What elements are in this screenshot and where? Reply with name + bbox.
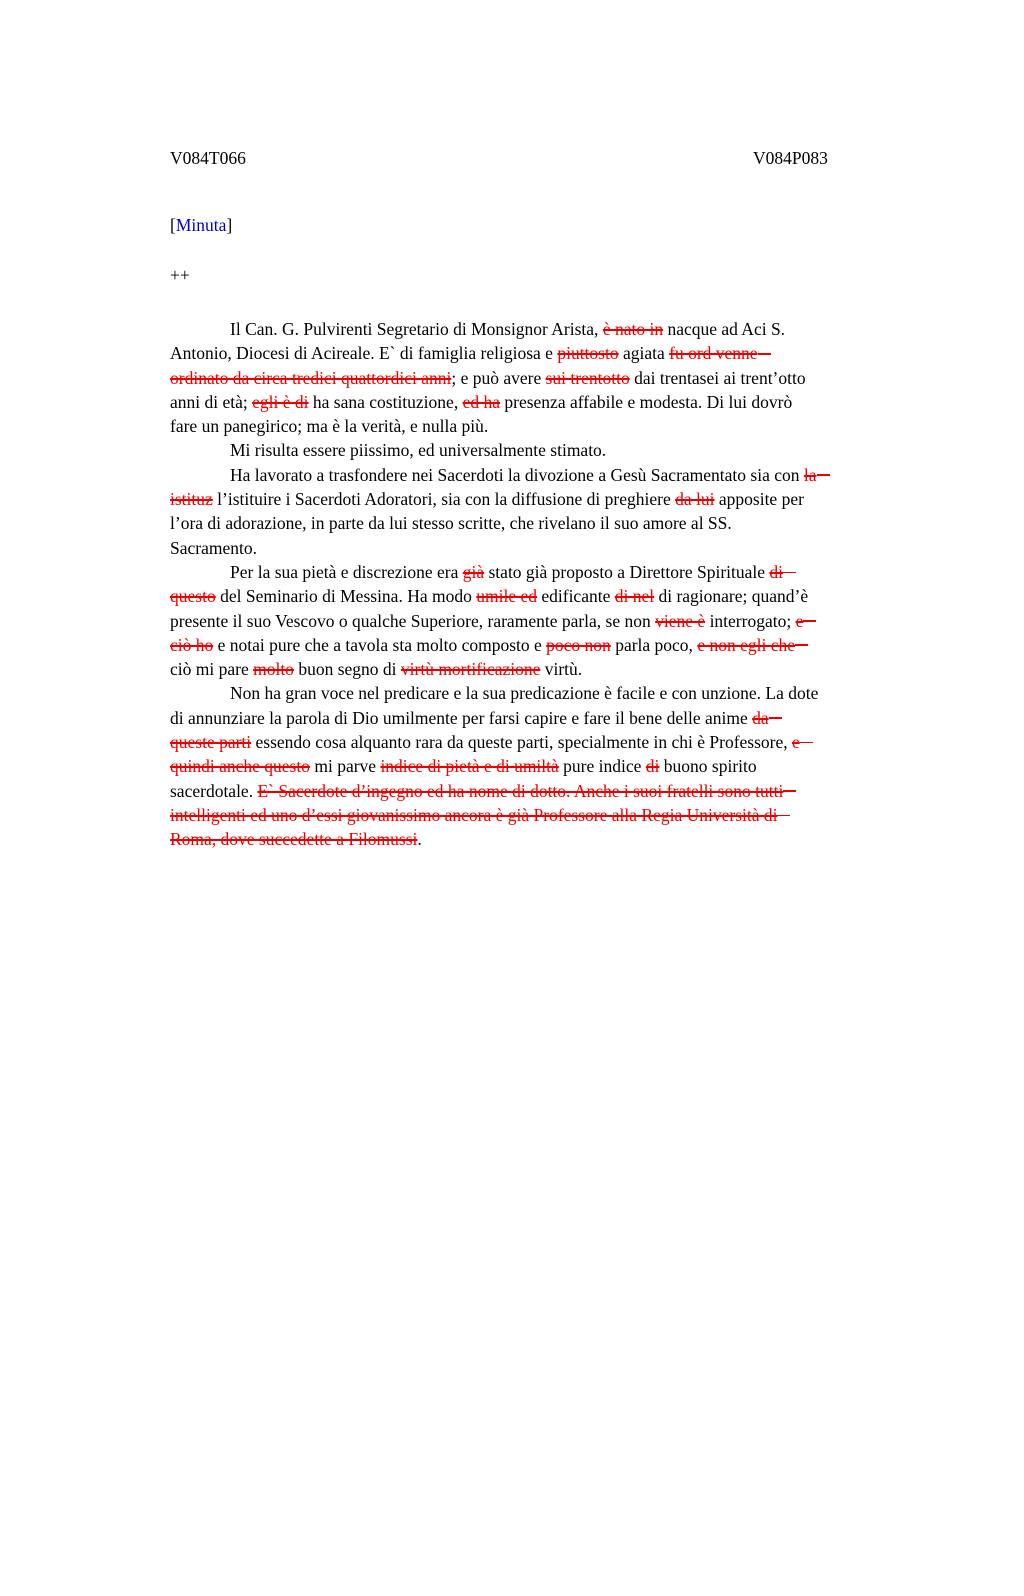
text-line — [170, 681, 928, 705]
text-line — [170, 487, 928, 511]
text-run: stato già proposto a Direttore Spirituale — [484, 561, 770, 582]
deleted-text-run: già — [462, 561, 485, 582]
bracket-open: [ — [170, 215, 176, 235]
deleted-text-run: la — [803, 464, 817, 485]
paragraph — [170, 438, 928, 462]
text-run: ciò mi pare — [170, 659, 254, 680]
text-line — [170, 633, 928, 657]
deleted-text-run: quindi anche questo — [170, 756, 310, 777]
paragraph — [170, 681, 928, 851]
deleted-text-run: umile ed — [476, 586, 537, 607]
text-run: anni di età; — [170, 391, 253, 412]
deleted-text-run: egli è di — [252, 391, 309, 412]
deleted-text-run: di — [645, 756, 660, 777]
deleted-text-run: virtù mortificazione — [400, 659, 541, 680]
header-code-left: V084T066 — [170, 148, 246, 168]
deleted-text-run: e — [795, 610, 804, 631]
deleted-text-run: ordinato da circa tredici quattordici anni — [170, 367, 452, 388]
text-run: del Seminario di Messina. Ha modo — [215, 586, 477, 607]
text-line — [170, 317, 928, 341]
deleted-text-run: di nel — [614, 586, 655, 607]
text-line — [170, 657, 928, 681]
deleted-text-run: sui trentotto — [545, 367, 630, 388]
deleted-text-run: queste parti — [170, 732, 252, 753]
strike-tail — [777, 815, 790, 817]
text-line — [170, 779, 928, 803]
text-run: edificante — [536, 586, 615, 607]
text-run: e notai pure che a tavola sta molto composto e — [213, 634, 547, 655]
text-line — [170, 511, 928, 535]
minuta-label: Minuta — [175, 215, 227, 235]
deleted-text-run: ciò ho — [170, 634, 214, 655]
deleted-text-run: Roma, dove succedette a Filomussi — [170, 829, 418, 850]
paragraph — [170, 560, 928, 681]
text-run: di annunziare la parola di Dio umilmente per farsi capire e fare il bene delle anime — [170, 707, 753, 728]
deleted-text-run: viene è — [655, 610, 706, 631]
text-line — [170, 827, 928, 851]
strike-tail — [783, 790, 796, 792]
text-run: mi parve — [309, 756, 381, 777]
paragraph — [170, 317, 928, 438]
text-run: presenza affabile e modesta. Di lui dovrò — [500, 391, 793, 412]
text-line — [170, 730, 928, 754]
text-line — [170, 536, 928, 560]
text-run: virtù. — [540, 659, 583, 680]
text-line — [170, 463, 928, 487]
deleted-text-run: questo — [170, 586, 216, 607]
deleted-text-run: e non egli che — [697, 634, 795, 655]
text-line — [170, 341, 928, 365]
text-run: di ragionare; quand’è — [654, 586, 809, 607]
paragraph — [170, 463, 928, 560]
text-run: parla poco, — [610, 634, 698, 655]
deleted-text-run: indice di pietà e di umiltà — [380, 756, 559, 777]
deleted-text-run: fu ord venne — [669, 343, 758, 364]
text-run: Mi risulta essere piissimo, ed universalmente stimato. — [230, 440, 607, 461]
text-run: interrogato; — [705, 610, 796, 631]
strike-tail — [803, 620, 816, 622]
text-line — [170, 390, 928, 414]
text-run: Non ha gran voce nel predicare e la sua predicazione è facile e con unzione. La dote — [230, 683, 819, 704]
text-run: dai trentasei ai trent’otto — [629, 367, 806, 388]
plus-marks: ++ — [170, 265, 190, 285]
strike-tail — [769, 717, 782, 719]
text-run: ; e può avere — [451, 367, 546, 388]
text-run: apposite per — [714, 489, 804, 510]
text-run: ha sana costituzione, — [308, 391, 463, 412]
deleted-text-run: piuttosto — [557, 343, 619, 364]
strike-tail — [817, 474, 830, 476]
text-run: sacerdotale. — [170, 780, 258, 801]
text-line — [170, 584, 928, 608]
deleted-text-run: E` Sacerdote d’ingegno ed ha nome di dotto. Anche i suoi fratelli sono tutti — [257, 780, 784, 801]
text-run: buon segno di — [293, 659, 401, 680]
minuta-annotation — [170, 213, 928, 237]
text-run: Il Can. G. Pulvirenti Segretario di Monsignor Arista, — [230, 319, 603, 339]
text-line — [170, 609, 928, 633]
text-line — [170, 754, 928, 778]
deleted-text-run: istituz — [170, 489, 213, 510]
deleted-text-run: è nato in — [602, 319, 664, 339]
deleted-text-run: molto — [253, 659, 294, 680]
text-run: Per la sua pietà e discrezione era — [230, 561, 463, 582]
bracket-close: ] — [226, 215, 233, 235]
deleted-text-run: da lui — [675, 489, 715, 510]
strike-tail — [800, 742, 813, 744]
text-line — [170, 414, 928, 438]
deleted-text-run: da — [752, 707, 769, 728]
text-line — [170, 706, 928, 730]
text-run: essendo cosa alquanto rara da queste parti, specialmente in chi è Professore, — [251, 732, 792, 753]
text-run: . — [417, 829, 422, 850]
text-run: presente il suo Vescovo o qualche Superiore, raramente parla, se non — [170, 610, 656, 631]
text-line — [170, 803, 928, 827]
text-line — [170, 366, 928, 390]
text-run: agiata — [618, 343, 670, 364]
deleted-text-run: poco non — [546, 634, 611, 655]
header-code-right: V084P083 — [753, 148, 828, 168]
text-line — [170, 560, 928, 584]
text-run: fare un panegirico; ma è la verità, e nulla più. — [170, 416, 489, 437]
strike-tail — [758, 353, 771, 355]
text-run: buono spirito — [659, 756, 757, 777]
document-page — [0, 146, 1024, 852]
text-run: pure indice — [558, 756, 646, 777]
deleted-text-run: di — [769, 561, 784, 582]
text-line — [170, 438, 928, 462]
text-run: l’istituire i Sacerdoti Adoratori, sia con la diffusione di preghiere — [212, 489, 676, 510]
deleted-text-run: e — [792, 732, 800, 753]
deleted-text-run: intelligenti ed uno d’essi giovanissimo ancora è già Professore alla Regia Università di — [170, 804, 778, 825]
page-header — [170, 146, 928, 170]
text-run: Sacramento. — [170, 537, 257, 558]
text-run: l’ora di adorazione, in parte da lui stesso scritte, che rivelano il suo amore al SS. — [170, 513, 732, 534]
text-run: Antonio, Diocesi di Acireale. E` di famiglia religiosa e — [170, 343, 558, 364]
deleted-text-run: ed ha — [462, 391, 500, 412]
document-body — [170, 317, 928, 852]
text-run: Ha lavorato a trasfondere nei Sacerdoti la divozione a Gesù Sacramentato sia con — [230, 464, 804, 485]
text-run: nacque ad Aci S. — [663, 319, 786, 339]
strike-tail — [783, 572, 796, 574]
strike-tail — [795, 644, 808, 646]
